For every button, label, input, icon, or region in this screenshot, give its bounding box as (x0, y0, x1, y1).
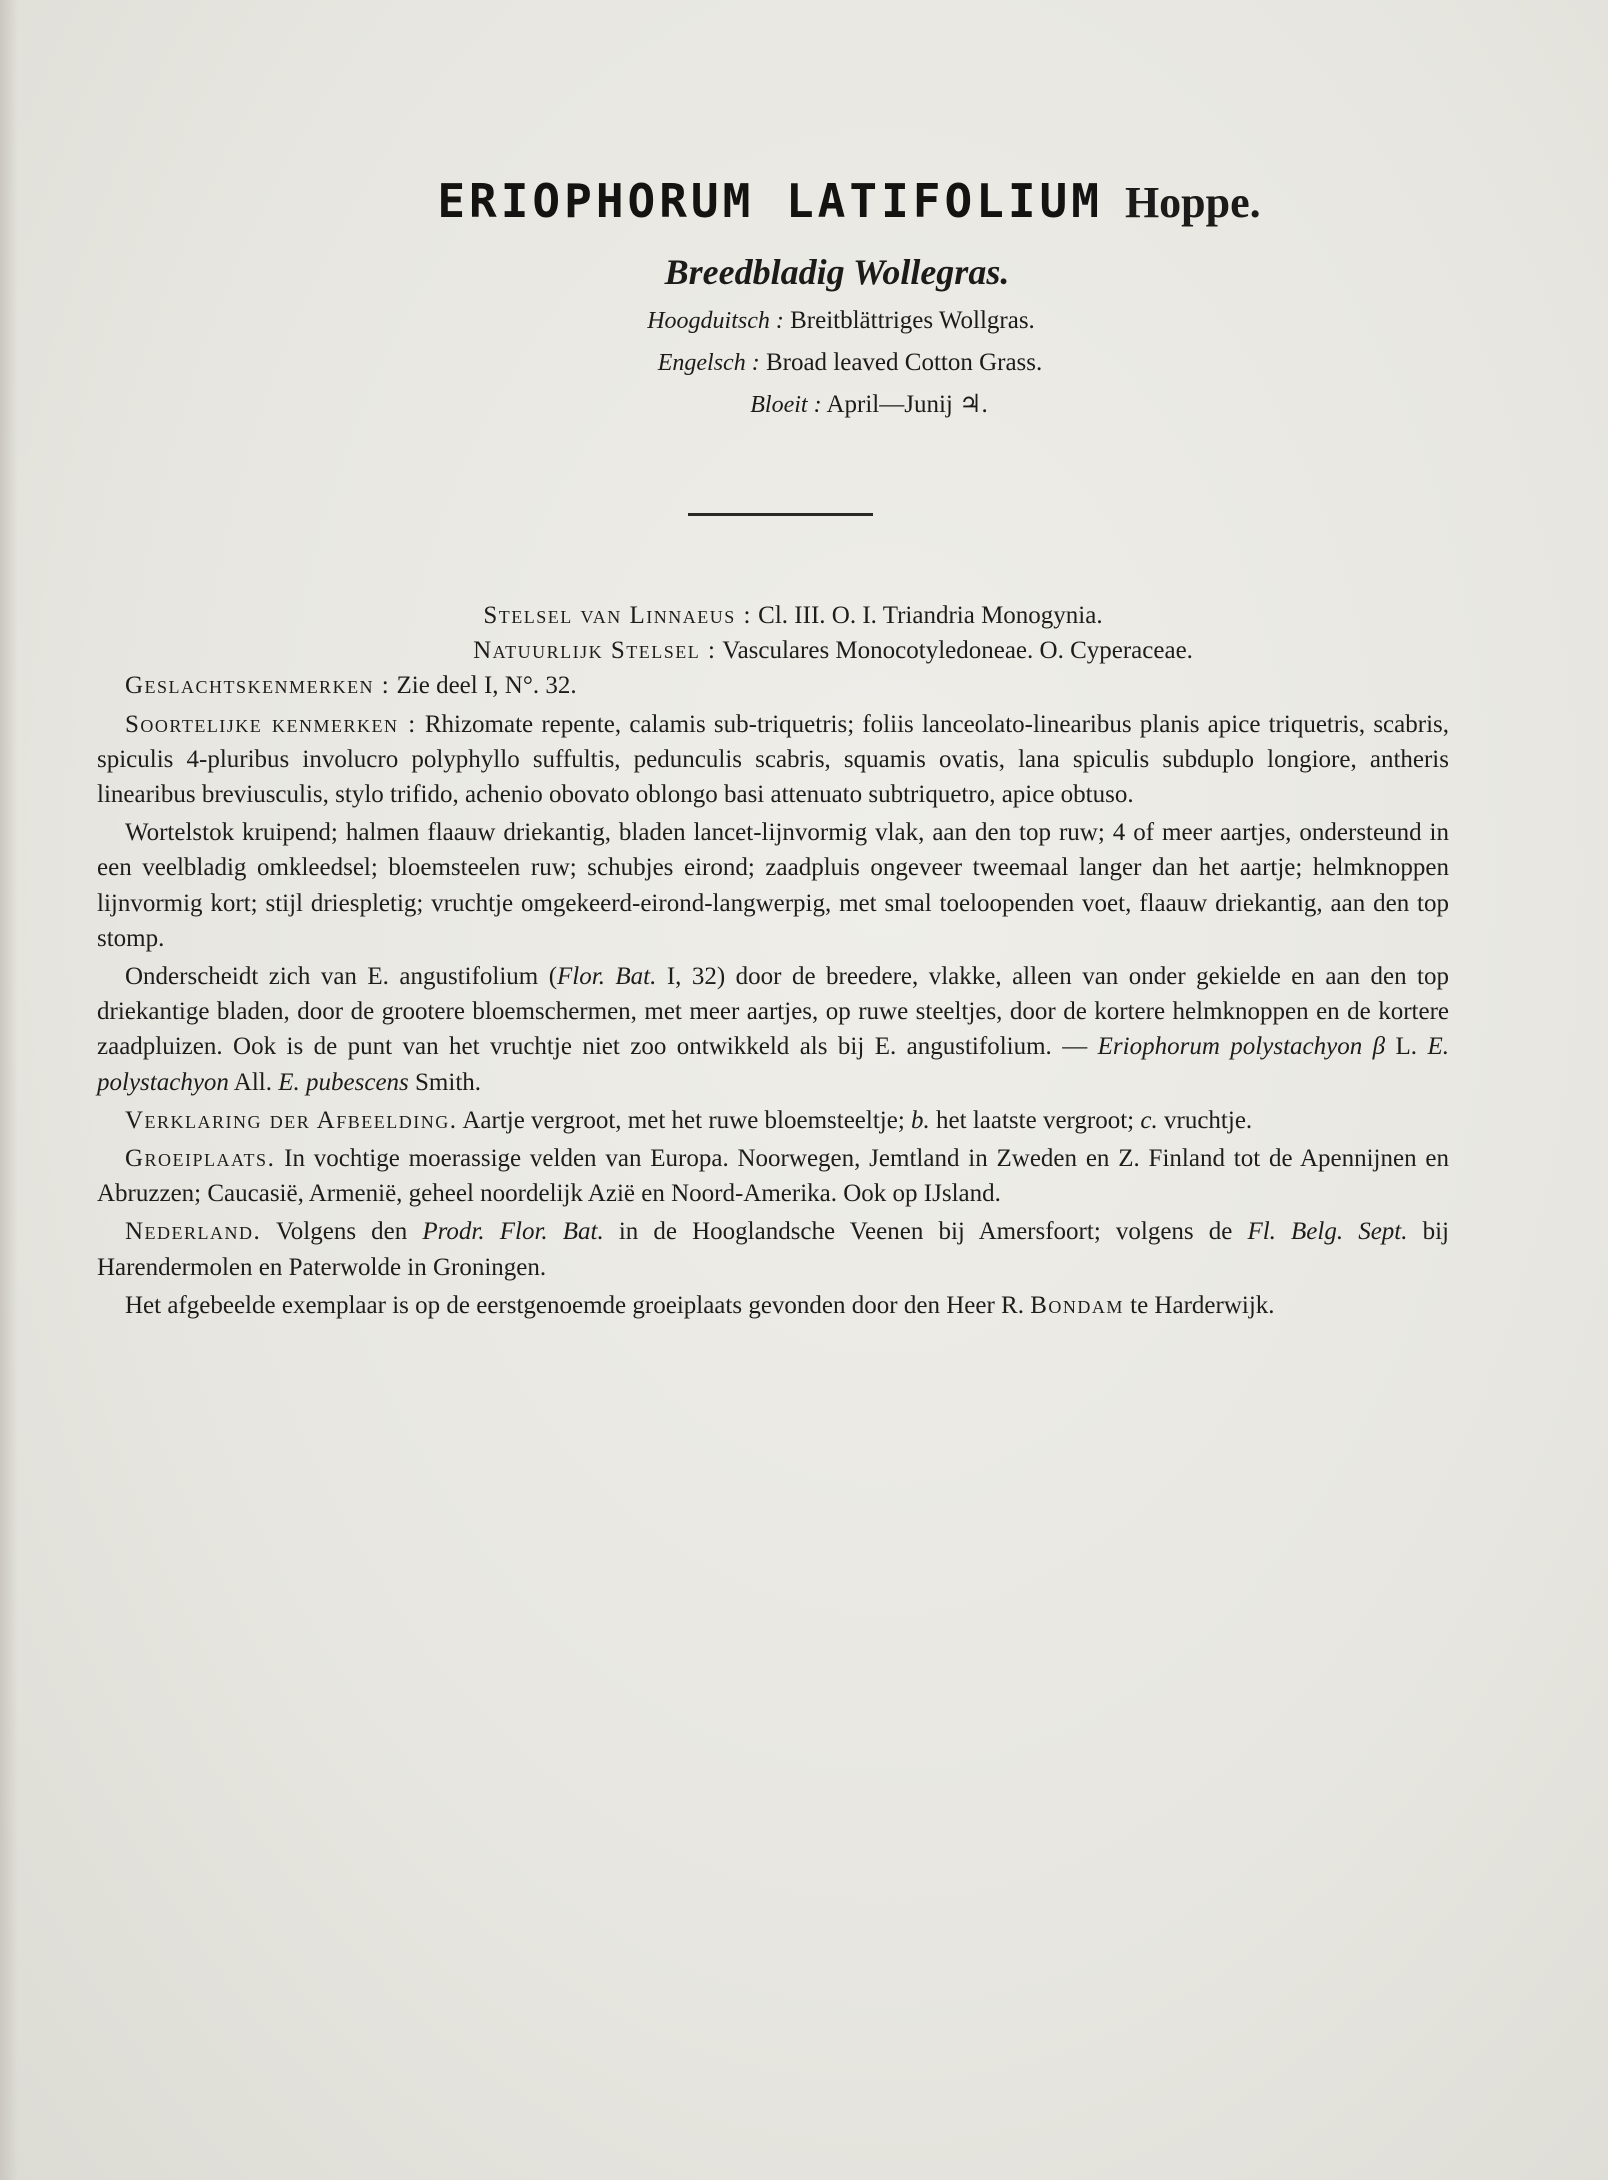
german-name-line (74, 300, 1608, 342)
linnaeus-label: Stelsel van Linnaeus : (483, 602, 752, 629)
genus-label: Geslachtskenmerken : (125, 672, 391, 700)
netherlands-text-3: bij Harendermolen en Paterwolde in Groningen. (97, 1218, 1449, 1281)
species-label: Soortelijke kenmerken : (125, 710, 417, 738)
synonym-2-author: All. (228, 1068, 279, 1096)
figure-text-3: vruchtje. (1157, 1106, 1253, 1134)
german-label: Hoogduitsch : (647, 308, 784, 334)
figure-label: Verklaring der Afbeelding. (125, 1106, 458, 1134)
figure-text-2: het laatste vergroot; (929, 1106, 1141, 1134)
species-paragraph (97, 707, 1449, 813)
netherlands-paragraph (97, 1214, 1449, 1284)
netherlands-text-1: Volgens den (261, 1218, 423, 1246)
bloom-line (130, 384, 1608, 426)
dutch-common-name: Breedbladig Wollegras. (664, 252, 1010, 292)
synonym-1-author: L. (1385, 1033, 1428, 1061)
linnaeus-value: Cl. III. O. I. Triandria Monogynia. (758, 602, 1103, 629)
figure-c: c. (1140, 1106, 1158, 1134)
figure-text-1: Aartje vergroot, met het ruwe bloemsteeltje; (457, 1106, 912, 1134)
species-title (90, 170, 1608, 244)
habitat-label: Groeiplaats. (125, 1145, 276, 1173)
habitat-text: In vochtige moerassige velden van Europa. Noorwegen, Jemtland in Zweden en Z. Finland tot de Apennijnen en Abruzzen; Caucasië, Armenië, geheel noordelijk Azië en Noord-Amerika. Ook op IJsland. (97, 1145, 1449, 1208)
natural-system-line (97, 633, 1449, 668)
natural-value: Vasculares Monocotyledoneae. O. Cyperaceae. (722, 637, 1193, 665)
english-name: Broad leaved Cotton Grass. (765, 349, 1043, 376)
genus-text: Zie deel I, N°. 32. (396, 672, 577, 700)
specimen-collector: Bondam (1030, 1291, 1124, 1319)
netherlands-label: Nederland. (125, 1218, 262, 1246)
linnaeus-system-line (97, 598, 1449, 633)
distinction-ref: Flor. Bat. (557, 963, 657, 991)
netherlands-text-2: in de Hooglandsche Veenen bij Amersfoort; volgens de (603, 1218, 1248, 1246)
synonym-3-author: Smith. (408, 1068, 482, 1096)
habitat-paragraph (97, 1141, 1449, 1211)
natural-label: Natuurlijk Stelsel : (473, 637, 717, 665)
title-divider (688, 513, 873, 516)
specimen-paragraph (97, 1288, 1449, 1323)
description-paragraph: Wortelstok kruipend; halmen flaauw driekantig, bladen lancet-lijnvormig vlak, aan den top ruw; 4 of meer aartjes, ondersteund in een veelbladig omkleedsel; bloemsteelen ruw; schubjes eirond; zaadpluis ongeveer tweemaal langer dan het aartje; helmknoppen lijnvormig kort; stijl driespletig; vruchtje omgekeerd-eirond-langwerpig, met smal toeloopenden voet, flaauw driekantig, aan den top stomp. (97, 819, 1449, 952)
figure-paragraph (97, 1103, 1449, 1138)
species-title-author: Hoppe. (1124, 178, 1261, 227)
synonym-1: Eriophorum polystachyon β (1097, 1033, 1386, 1061)
title-block (0, 170, 1608, 426)
netherlands-ref-1: Prodr. Flor. Bat. (422, 1218, 604, 1246)
genus-paragraph (97, 668, 1449, 703)
distinction-paragraph (97, 959, 1449, 1100)
specimen-text-2: te Harderwijk. (1123, 1291, 1275, 1319)
bloom-value: April—Junij ♃. (826, 391, 988, 418)
synonym-2: E. polystachyon (97, 1033, 1449, 1096)
bloom-label: Bloeit : (750, 392, 822, 418)
description-body (97, 598, 1449, 1326)
species-text: Rhizomate repente, calamis sub-triquetris; foliis lanceolato-linearibus planis apice triquetris, scabris, spiculis 4-pluribus involucro polyphyllo suffultis, pedunculis scabris, squamis ovatis, lana spiculis subduplo longiore, antheris linearibus breviusculis, stylo trifido, achenio obovato oblongo basi attenuato subtriquetro, apice obtuso. (97, 710, 1449, 809)
figure-b: b. (911, 1106, 930, 1134)
specimen-text-1: Het afgebeelde exemplaar is op de eerstgenoemde groeiplaats gevonden door den Heer R. (125, 1291, 1031, 1319)
distinction-text-1: Onderscheidt zich van E. angustifolium ( (125, 963, 558, 991)
english-label: Engelsch : (657, 350, 760, 376)
german-name: Breitblättriges Wollgras. (790, 307, 1035, 334)
species-title-name: ERIOPHORUM LATIFOLIUM (437, 174, 1103, 228)
distinction-text-2: I, 32) door de breedere, vlakke, alleen van onder gekielde en aan den top driekantige bladen, door de grootere bloemschermen, met meer aartjes, op ruwe steeltjes, door de kortere helmknoppen en de kortere zaadpluizen. Ook is de punt van het vruchtje niet zoo ontwikkeld als bij E. angustifolium. — (97, 963, 1449, 1061)
english-name-line (92, 342, 1608, 384)
synonym-3: E. pubescens (278, 1068, 409, 1096)
netherlands-ref-2: Fl. Belg. Sept. (1247, 1218, 1408, 1246)
